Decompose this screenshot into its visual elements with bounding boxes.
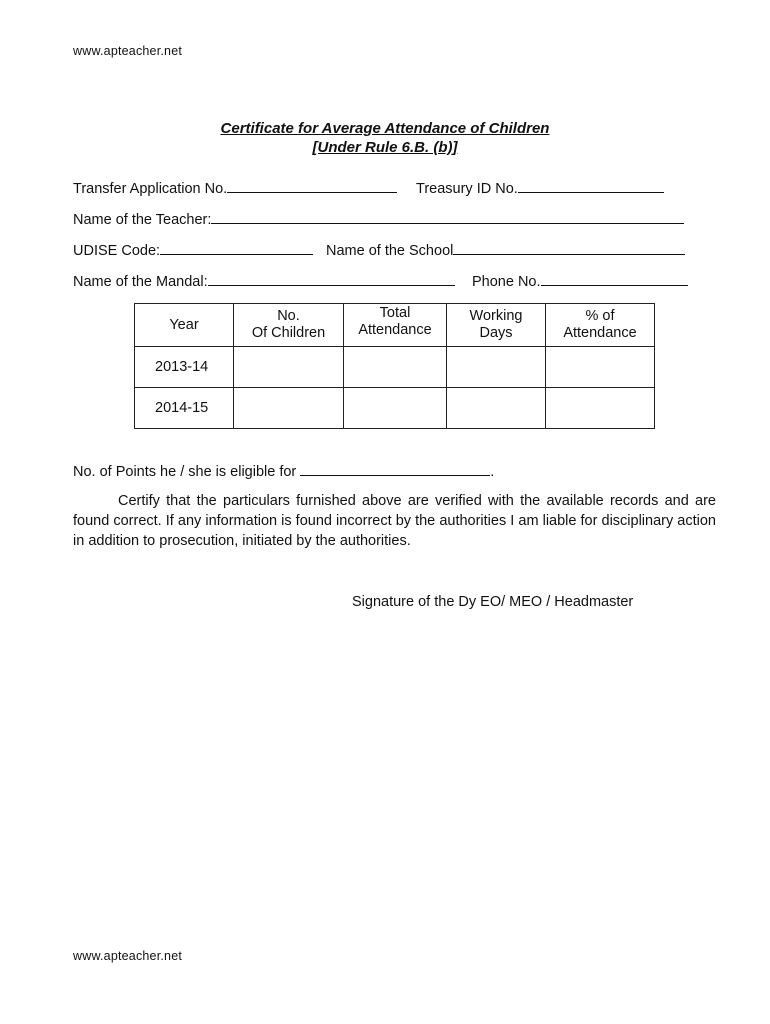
header-children: No. Of Children (234, 304, 344, 347)
teacher-name-label: Name of the Teacher: (73, 212, 212, 228)
mandal-blank (208, 271, 455, 286)
udise-label: UDISE Code: (73, 243, 161, 259)
row-children (234, 347, 344, 388)
school-name-row (326, 240, 685, 259)
header-working-days: Working Days (447, 304, 546, 347)
school-name-blank (453, 240, 685, 255)
transfer-application-label: Transfer Application No. (73, 181, 228, 197)
teacher-name-row (73, 209, 684, 228)
signature-line: Signature of the Dy EO/ MEO / Headmaster (352, 594, 634, 610)
header-year: Year (135, 304, 234, 347)
row-working (447, 347, 546, 388)
row-total (344, 347, 447, 388)
points-blank (300, 461, 490, 476)
treasury-id-row (416, 178, 664, 197)
points-label: No. of Points he / she is eligible for (73, 464, 297, 480)
mandal-label: Name of the Mandal: (73, 274, 208, 290)
table-row (135, 388, 655, 429)
row-percent (546, 388, 655, 429)
header-site-url: www.apteacher.net (73, 44, 183, 58)
transfer-application-row (73, 178, 397, 197)
table-row (135, 347, 655, 388)
udise-blank (160, 240, 313, 255)
treasury-id-label: Treasury ID No. (416, 181, 518, 197)
table-header-row (135, 304, 655, 347)
certify-paragraph: Certify that the particulars furnished above are verified with the available records and are found correct. If any information is found incorrect by the authorities I am liable for disciplinary action in addition to prosecution, initiated by the authorities. (73, 493, 716, 549)
school-name-label: Name of the School (326, 243, 454, 259)
phone-blank (541, 271, 688, 286)
teacher-name-blank (211, 209, 684, 224)
row-children (234, 388, 344, 429)
phone-label: Phone No. (472, 274, 541, 290)
phone-row (472, 271, 688, 290)
mandal-row (73, 271, 455, 290)
header-percent-attendance: % of Attendance (546, 304, 655, 347)
points-period: . (490, 464, 495, 480)
certificate-subtitle: [Under Rule 6.B. (b)] (312, 139, 458, 156)
row-total (344, 388, 447, 429)
footer-site-url: www.apteacher.net (73, 949, 183, 963)
attendance-table (134, 303, 655, 429)
row-percent (546, 347, 655, 388)
row-working (447, 388, 546, 429)
row-year: 2014-15 (135, 388, 234, 429)
certificate-title: Certificate for Average Attendance of Children (220, 120, 550, 137)
transfer-application-blank (227, 178, 397, 193)
points-row (73, 461, 494, 480)
treasury-id-blank (518, 178, 664, 193)
udise-row (73, 240, 313, 259)
header-total-attendance: Total Attendance (344, 304, 447, 347)
row-year: 2013-14 (135, 347, 234, 388)
